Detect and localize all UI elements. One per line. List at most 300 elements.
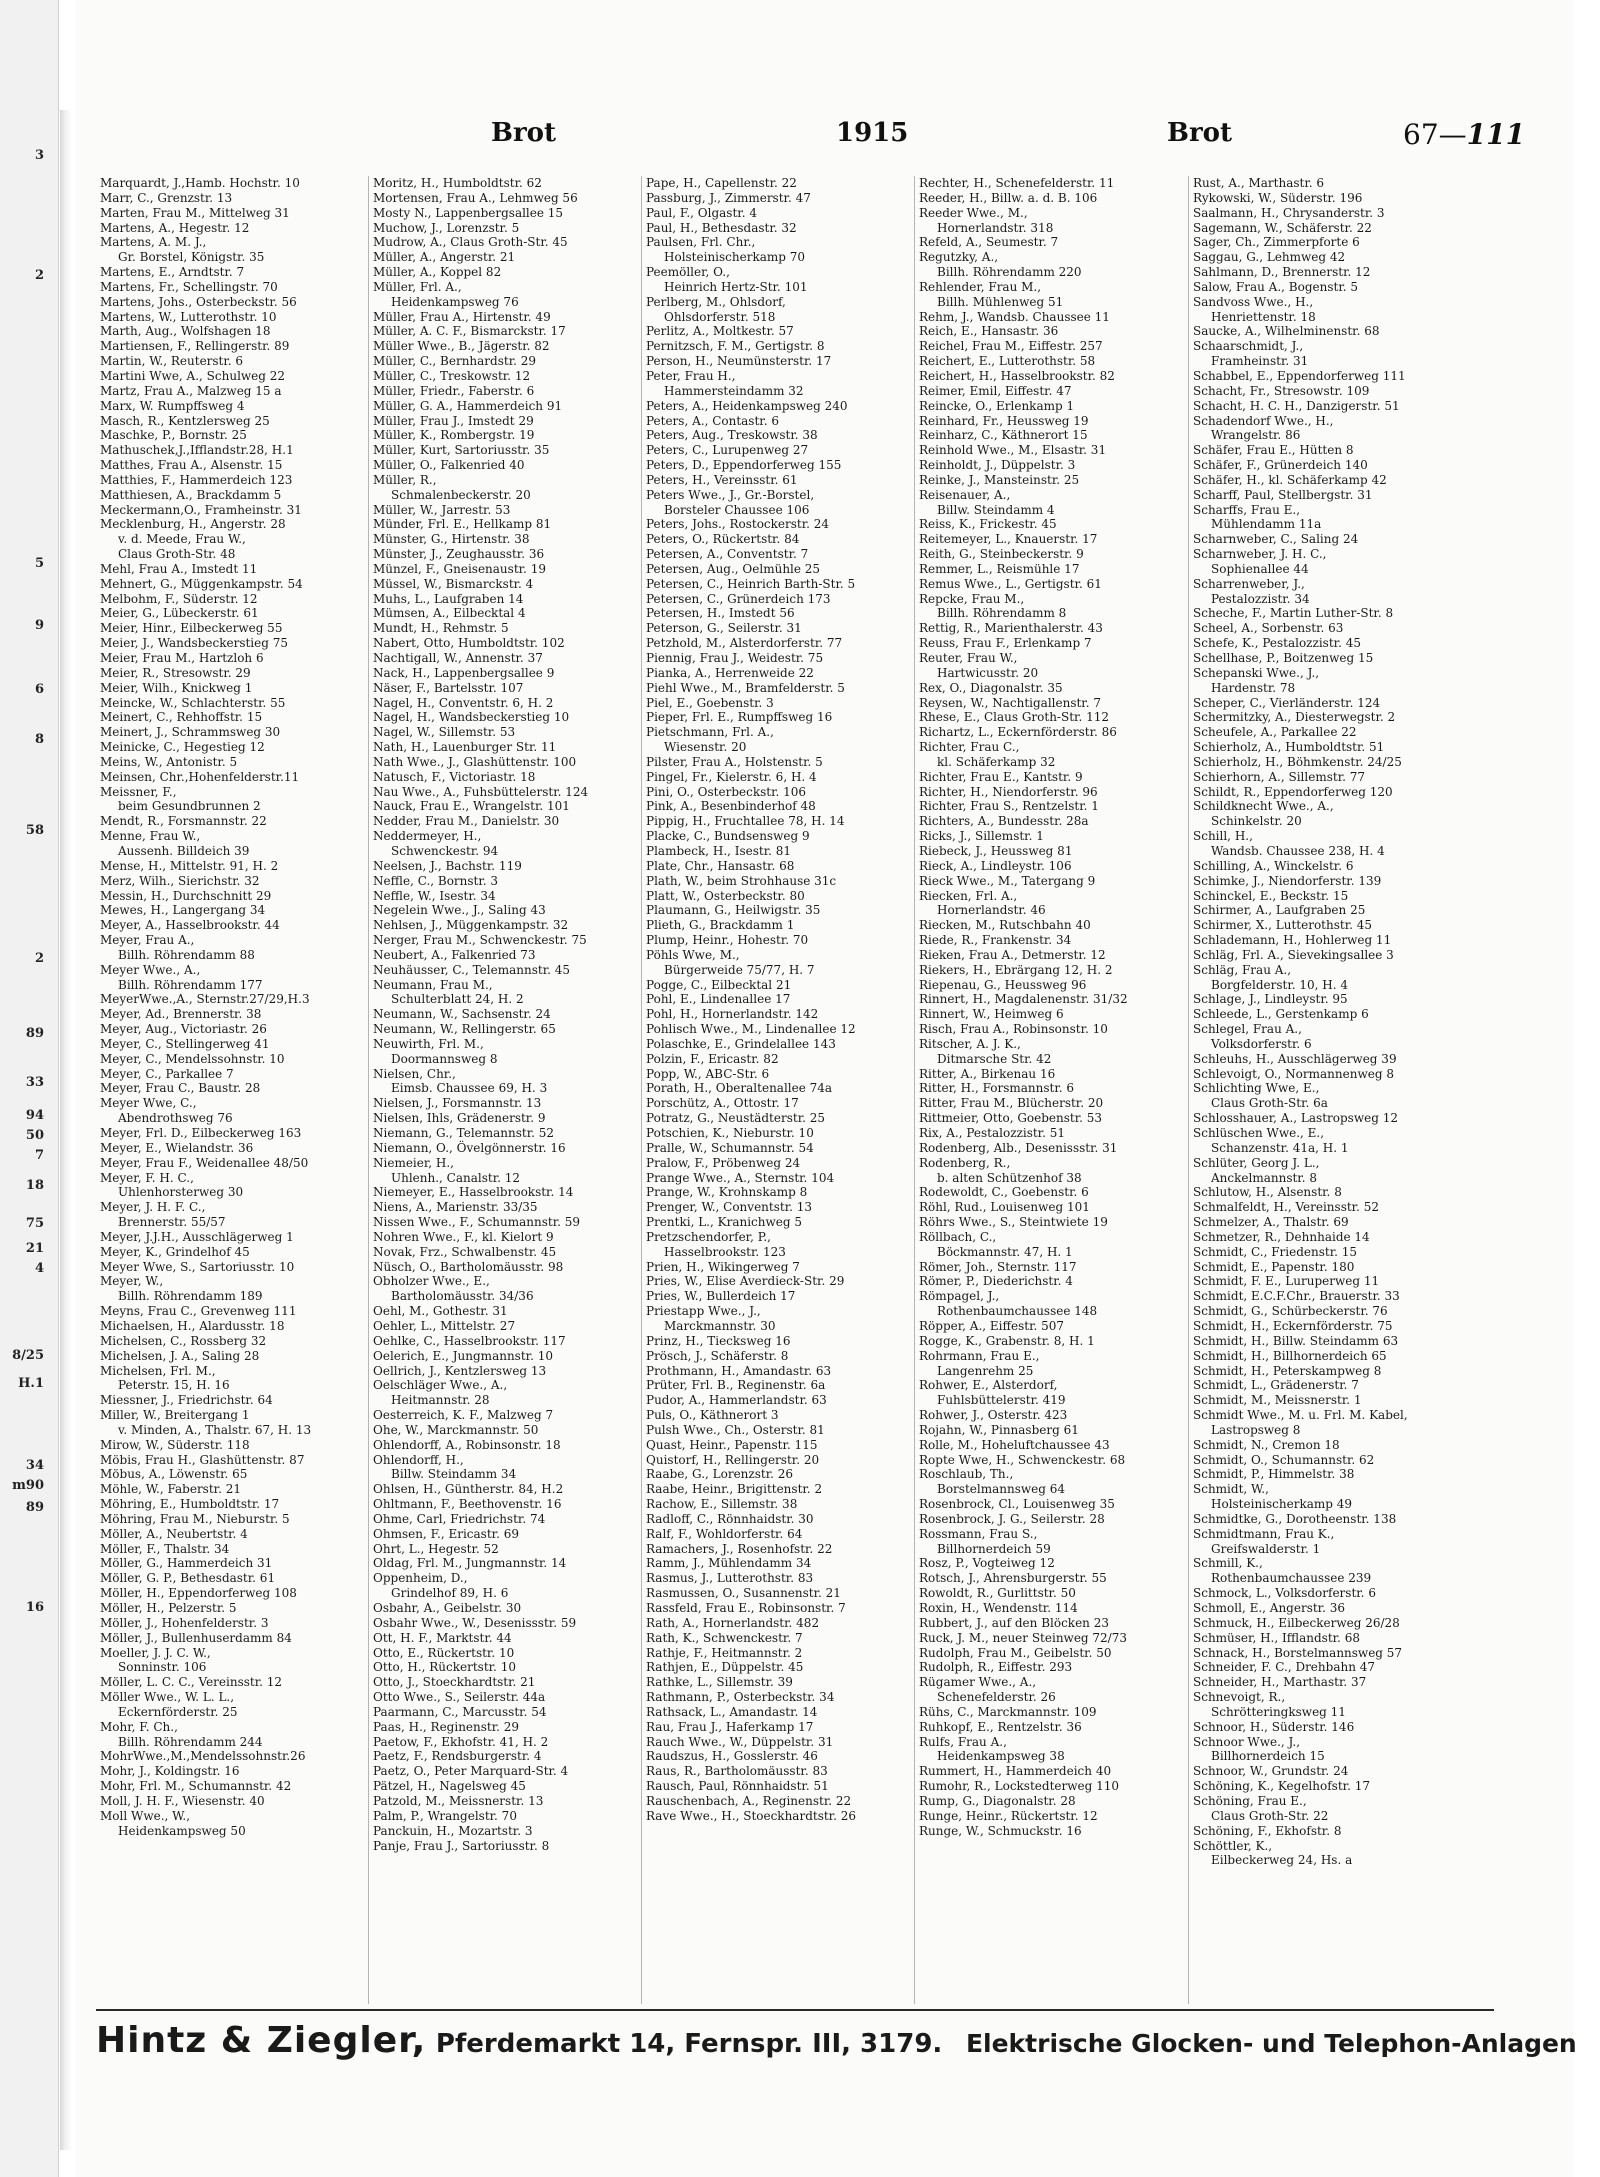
directory-entry: Rodenberg, R., xyxy=(919,1155,1011,1170)
directory-entry: Perlberg, M., Ohlsdorf, xyxy=(646,294,786,309)
directory-entry: Müller, Frau J., Imstedt 29 xyxy=(373,413,534,428)
directory-entry: Schnack, H., Borstelmannsweg 57 xyxy=(1193,1645,1403,1660)
directory-entry: Rausch, Paul, Rönnhaidstr. 51 xyxy=(646,1779,829,1794)
directory-entry: Moritz, H., Humboldtstr. 62 xyxy=(373,176,542,190)
directory-entry: Prothmann, H., Amandastr. 63 xyxy=(646,1363,832,1378)
directory-entry: Mohr, J., Koldingstr. 16 xyxy=(100,1764,240,1779)
edge-number: 2 xyxy=(34,951,44,966)
directory-entry: Peters, H., Vereinsstr. 61 xyxy=(646,472,798,487)
directory-entry: Michaelsen, H., Alardusstr. 18 xyxy=(100,1318,285,1333)
directory-entry: Potratz, G., Neustädterstr. 25 xyxy=(646,1111,826,1126)
directory-entry: Rosenbrock, J. G., Seilerstr. 28 xyxy=(919,1511,1105,1526)
directory-entry: Scharnweber, C., Saling 24 xyxy=(1193,532,1359,547)
directory-entry: Schmoll, E., Angerstr. 36 xyxy=(1193,1601,1345,1615)
directory-entry: Schadendorf Wwe., H., xyxy=(1193,413,1334,428)
directory-entry: Ohmsen, F., Ericastr. 69 xyxy=(373,1526,519,1541)
directory-entry: Martens, A., Hegestr. 12 xyxy=(100,220,250,235)
header-right-keyword: Brot xyxy=(1167,118,1233,148)
directory-entry: Rump, G., Diagonalstr. 28 xyxy=(919,1793,1076,1808)
directory-entry: Meckermann,O., Framheinstr. 31 xyxy=(100,502,302,517)
edge-number: 18 xyxy=(25,1178,44,1193)
directory-entry: Müller, R., xyxy=(373,472,437,487)
directory-entry: Billh. Röhrendamm 88 xyxy=(118,947,255,962)
directory-entry: Risch, Frau A., Robinsonstr. 10 xyxy=(919,1022,1108,1037)
directory-entry: Rubbert, J., auf den Blöcken 23 xyxy=(919,1615,1109,1630)
directory-entry: Panje, Frau J., Sartoriusstr. 8 xyxy=(373,1838,550,1853)
directory-entry: Rassfeld, Frau E., Robinsonstr. 7 xyxy=(646,1601,846,1615)
directory-entry: Meyer, C., Mendelssohnstr. 10 xyxy=(100,1051,285,1066)
directory-entry: Martin, W., Reuterstr. 6 xyxy=(100,354,244,369)
directory-entry: Schermitzky, A., Diesterwegstr. 2 xyxy=(1193,710,1396,725)
directory-entry: Marr, C., Grenzstr. 13 xyxy=(100,190,233,205)
directory-entry: Meyer, C., Parkallee 7 xyxy=(100,1066,234,1081)
directory-entry: Schlosshauer, A., Lastropsweg 12 xyxy=(1193,1111,1398,1126)
directory-entry: Natusch, F., Victoriastr. 18 xyxy=(373,769,536,784)
directory-entry: Prüter, Frl. B., Reginenstr. 6a xyxy=(646,1378,826,1393)
directory-entry: Wandsb. Chaussee 238, H. 4 xyxy=(1211,843,1385,858)
directory-entry: Möbis, Frau H., Glashüttenstr. 87 xyxy=(100,1452,305,1467)
directory-entry: Meier, Frau M., Hartzloh 6 xyxy=(100,651,264,665)
directory-entry: Sagemann, W., Schäferstr. 22 xyxy=(1193,220,1372,235)
directory-entry: Meinsen, Chr.,Hohenfelderstr.11 xyxy=(100,769,300,784)
directory-entry: Borstelmannsweg 64 xyxy=(937,1482,1065,1497)
directory-entry: Meyer Wwe., A., xyxy=(100,962,201,977)
directory-entry: Mendt, R., Forsmannstr. 22 xyxy=(100,814,267,829)
directory-entry: Rothenbaumchaussee 148 xyxy=(937,1304,1098,1319)
directory-entry: Pink, A., Besenbinderhof 48 xyxy=(646,799,816,814)
directory-entry: Reiss, K., Frickestr. 45 xyxy=(919,517,1057,532)
edge-number: 2 xyxy=(34,268,44,283)
directory-entry: Ritscher, A. J. K., xyxy=(919,1036,1021,1051)
edge-number: 94 xyxy=(25,1108,44,1123)
directory-entry: Rieken, Frau A., Detmerstr. 12 xyxy=(919,947,1106,962)
directory-entry: Potschien, K., Nieburstr. 10 xyxy=(646,1126,814,1140)
directory-entry: Schirmer, A., Laufgraben 25 xyxy=(1193,903,1366,918)
directory-entry: Ohlsen, H., Güntherstr. 84, H.2 xyxy=(373,1482,564,1497)
directory-entry: Rohwer, E., Alsterdorf, xyxy=(919,1378,1058,1393)
directory-entry: Rosenbrock, Cl., Louisenweg 35 xyxy=(919,1497,1115,1512)
directory-entry: Prange Wwe., A., Sternstr. 104 xyxy=(646,1170,835,1185)
directory-entry: Pries, W., Elise Averdieck-Str. 29 xyxy=(646,1274,845,1289)
directory-entry: Paarmann, C., Marcusstr. 54 xyxy=(373,1704,547,1719)
directory-entry: Schleuhs, H., Ausschlägerweg 39 xyxy=(1193,1051,1397,1066)
directory-entry: Roschlaub, Th., xyxy=(919,1467,1014,1482)
directory-entry: Müller, A. C. F., Bismarckstr. 17 xyxy=(373,324,566,339)
directory-entry: Paul, H., Bethesdastr. 32 xyxy=(646,220,797,235)
directory-entry: Prenger, W., Conventstr. 13 xyxy=(646,1200,813,1215)
directory-entry: Schlage, J., Lindleystr. 95 xyxy=(1193,992,1348,1007)
directory-entry: Oelschläger Wwe., A., xyxy=(373,1378,508,1393)
directory-entry: Richter, Frau S., Rentzelstr. 1 xyxy=(919,799,1099,814)
directory-entry: Meier, Hinr., Eilbeckerweg 55 xyxy=(100,621,283,636)
directory-entry: Münzel, F., Gneisenaustr. 19 xyxy=(373,561,546,576)
directory-entry: Osbahr Wwe., W., Desenissstr. 59 xyxy=(373,1615,577,1630)
directory-entry: Müller, K., Rombergstr. 19 xyxy=(373,428,535,443)
directory-entry: Neffle, C., Bornstr. 3 xyxy=(373,873,499,888)
directory-entry: Nüsch, O., Bartholomäusstr. 98 xyxy=(373,1259,564,1274)
directory-entry: Menne, Frau W., xyxy=(100,829,201,844)
directory-entry: Schmidt, H., Billhornerdeich 65 xyxy=(1193,1348,1387,1363)
directory-entry: Claus Groth-Str. 6a xyxy=(1211,1096,1328,1111)
directory-entry: Meincke, W., Schlachterstr. 55 xyxy=(100,695,286,710)
directory-entry: Saucke, A., Wilhelminenstr. 68 xyxy=(1193,324,1380,339)
directory-entry: Rohwer, J., Osterstr. 423 xyxy=(919,1408,1068,1423)
directory-entry: Mehl, Frau A., Imstedt 11 xyxy=(100,561,258,576)
directory-entry: Schneider, F. C., Drehbahn 47 xyxy=(1193,1660,1376,1675)
directory-entry: b. alten Schützenhof 38 xyxy=(937,1170,1082,1185)
directory-entry: Peters, O., Rückertstr. 84 xyxy=(646,532,800,547)
directory-entry: Reysen, W., Nachtigallenstr. 7 xyxy=(919,695,1101,710)
directory-entry: Martiensen, F., Rellingerstr. 89 xyxy=(100,339,290,354)
directory-entry: Möller Wwe., W. L. L., xyxy=(100,1690,235,1705)
directory-entry: Martz, Frau A., Malzweg 15 a xyxy=(100,383,282,398)
directory-entry: Runge, Heinr., Rückertstr. 12 xyxy=(919,1808,1098,1823)
directory-entry: Reichert, E., Lutterothstr. 58 xyxy=(919,354,1096,369)
directory-entry: Schmidt, N., Cremon 18 xyxy=(1193,1437,1340,1452)
directory-entry: Neubert, A., Falkenried 73 xyxy=(373,947,536,962)
directory-entry: Schmidt, H., Peterskampweg 8 xyxy=(1193,1363,1382,1378)
directory-entry: Heinrich Hertz-Str. 101 xyxy=(664,279,808,294)
directory-entry: Meyer Wwe, C., xyxy=(100,1096,197,1111)
directory-entry: Rau, Frau J., Haferkamp 17 xyxy=(646,1719,814,1734)
directory-entry: Marckmannstr. 30 xyxy=(664,1318,776,1333)
directory-entry: Meier, Wilh., Knickweg 1 xyxy=(100,680,253,695)
directory-entry: Niemann, G., Telemannstr. 52 xyxy=(373,1126,555,1140)
directory-entry: Marx, W. Rumpffsweg 4 xyxy=(100,398,245,413)
directory-entry: Schläg, Frl. A., Sievekingsallee 3 xyxy=(1193,947,1394,962)
directory-entry: Rudolph, Frau M., Geibelstr. 50 xyxy=(919,1645,1112,1660)
directory-entry: Pudor, A., Hammerlandstr. 63 xyxy=(646,1393,827,1408)
advertisement-firm: Hintz & Ziegler, xyxy=(96,2020,427,2061)
directory-entry: Schinckel, E., Beckstr. 15 xyxy=(1193,888,1349,903)
directory-entry: Pohlisch Wwe., M., Lindenallee 12 xyxy=(646,1022,856,1037)
directory-entry: Schmidt, C., Friedenstr. 15 xyxy=(1193,1244,1358,1259)
directory-entry: Müller, Friedr., Faberstr. 6 xyxy=(373,383,535,398)
directory-entry: Mohr, F. Ch., xyxy=(100,1719,178,1734)
directory-entry: Pietschmann, Frl. A., xyxy=(646,725,774,740)
directory-entry: Peters, A., Contastr. 6 xyxy=(646,413,779,428)
directory-entry: Schmidtke, G., Dorotheenstr. 138 xyxy=(1193,1511,1397,1526)
directory-entry: Paetz, O., Peter Marquard-Str. 4 xyxy=(373,1764,569,1779)
directory-entry: Nagel, W., Sillemstr. 53 xyxy=(373,725,516,740)
directory-entry: Popp, W., ABC-Str. 6 xyxy=(646,1066,770,1081)
directory-entry: Rehm, J., Wandsb. Chaussee 11 xyxy=(919,309,1110,324)
directory-entry: Schnoor, H., Süderstr. 146 xyxy=(1193,1719,1355,1734)
directory-entry: Rathje, F., Heitmannstr. 2 xyxy=(646,1645,803,1660)
directory-entry: Rehlender, Frau M., xyxy=(919,279,1042,294)
directory-entry: Priestapp Wwe., J., xyxy=(646,1304,761,1319)
directory-entry: Rauschenbach, A., Reginenstr. 22 xyxy=(646,1793,852,1808)
directory-entry: Piel, E., Goebenstr. 3 xyxy=(646,695,774,710)
directory-entry: Meinert, C., Rehhoffstr. 15 xyxy=(100,710,263,725)
directory-entry: Oppenheim, D., xyxy=(373,1571,468,1586)
directory-entry: Remmer, L., Reismühle 17 xyxy=(919,561,1080,576)
directory-entry: Hasselbrookstr. 123 xyxy=(664,1244,786,1259)
directory-entry: Schulterblatt 24, H. 2 xyxy=(391,992,524,1007)
directory-entry: Schierhorn, A., Sillemstr. 77 xyxy=(1193,769,1366,784)
directory-entry: Nabert, Otto, Humboldtstr. 102 xyxy=(373,636,565,651)
directory-entry: Fuhlsbüttelerstr. 419 xyxy=(937,1393,1066,1408)
directory-entry: Billhornerdeich 15 xyxy=(1211,1749,1325,1764)
directory-entry: Michelsen, Frl. M., xyxy=(100,1363,216,1378)
directory-entry: Ohlendorff, A., Robinsonstr. 18 xyxy=(373,1437,561,1452)
directory-entry: Mosty N., Lappenbergsallee 15 xyxy=(373,205,564,220)
directory-entry: Rasmus, J., Lutterothstr. 83 xyxy=(646,1571,814,1586)
directory-entry: Rauch Wwe., W., Düppelstr. 31 xyxy=(646,1734,834,1749)
edge-number: 50 xyxy=(25,1128,44,1143)
directory-entry: Martens, Fr., Schellingstr. 70 xyxy=(100,279,278,294)
directory-entry: Piennig, Frau J., Weidestr. 75 xyxy=(646,651,824,665)
directory-entry: Richartz, L., Eckernförderstr. 86 xyxy=(919,725,1117,740)
directory-entry: Moeller, J. J. C. W., xyxy=(100,1645,211,1660)
directory-entry: Rulfs, Frau A., xyxy=(919,1734,1007,1749)
directory-entry: Schmidt, G., Schürbeckerstr. 76 xyxy=(1193,1304,1388,1319)
directory-entry: Mortensen, Frau A., Lehmweg 56 xyxy=(373,190,578,205)
directory-entry: Pralow, F., Pröbenweg 24 xyxy=(646,1155,801,1170)
directory-entry: Doormannsweg 8 xyxy=(391,1051,498,1066)
directory-entry: Hornerlandstr. 46 xyxy=(937,903,1046,918)
directory-entry: Claus Groth-Str. 48 xyxy=(118,547,236,562)
directory-entry: Billw. Steindamm 34 xyxy=(391,1467,517,1482)
directory-entry: Pernitzsch, F. M., Gertigstr. 8 xyxy=(646,339,825,354)
directory-entry: Meyer, Frau C., Baustr. 28 xyxy=(100,1081,261,1096)
directory-entry: Plump, Heinr., Hohestr. 70 xyxy=(646,933,809,948)
directory-entry: Röhrs Wwe., S., Steintwiete 19 xyxy=(919,1215,1108,1230)
directory-entry: Schmalfeldt, H., Vereinsstr. 52 xyxy=(1193,1200,1379,1215)
directory-entry: Ohe, W., Marckmannstr. 50 xyxy=(373,1422,539,1437)
directory-entry: Marten, Frau M., Mittelweg 31 xyxy=(100,205,290,220)
directory-entry: Michelsen, J. A., Saling 28 xyxy=(100,1348,260,1363)
directory-entry: Ohlendorff, H., xyxy=(373,1452,464,1467)
directory-entry: Ritter, Frau M., Blücherstr. 20 xyxy=(919,1096,1104,1111)
directory-entry: Martens, E., Arndtstr. 7 xyxy=(100,265,245,280)
directory-entry: Meyns, Frau C., Grevenweg 111 xyxy=(100,1304,297,1319)
directory-entry: Riebeck, J., Heussweg 81 xyxy=(919,843,1073,858)
directory-entry: Rex, O., Diagonalstr. 35 xyxy=(919,680,1063,695)
directory-entry: Framheinstr. 31 xyxy=(1211,354,1309,369)
directory-entry: Billw. Steindamm 4 xyxy=(937,502,1055,517)
directory-entry: Neumann, W., Sachsenstr. 24 xyxy=(373,1007,551,1022)
footer-rule xyxy=(96,2009,1494,2011)
directory-entry: kl. Schäferkamp 32 xyxy=(937,754,1056,769)
directory-entry: Meyer, J.J.H., Ausschlägerweg 1 xyxy=(100,1229,294,1244)
directory-entry: Negelein Wwe., J., Saling 43 xyxy=(373,903,546,918)
directory-entry: Aussenh. Billdeich 39 xyxy=(118,843,250,858)
directory-entry: Schmidt, H., Eckernförderstr. 75 xyxy=(1193,1318,1393,1333)
directory-entry: Schmidt, E., Papenstr. 180 xyxy=(1193,1259,1355,1274)
directory-entry: Peters, C., Lurupenweg 27 xyxy=(646,443,809,458)
directory-entry: Quast, Heinr., Papenstr. 115 xyxy=(646,1437,818,1452)
directory-entry: Meyer, Ad., Brennerstr. 38 xyxy=(100,1007,262,1022)
directory-entry: Miessner, J., Friedrichstr. 64 xyxy=(100,1393,273,1408)
directory-entry: Möhle, W., Faberstr. 21 xyxy=(100,1482,241,1497)
header-year: 1915 xyxy=(836,118,909,148)
directory-entry: Panckuin, H., Mozartstr. 3 xyxy=(373,1823,533,1838)
directory-entry: Schwenckestr. 94 xyxy=(391,843,499,858)
directory-entry: Pohl, H., Hornerlandstr. 142 xyxy=(646,1007,819,1022)
directory-entry: Neuwirth, Frl. M., xyxy=(373,1036,484,1051)
directory-entry: Paulsen, Frl. Chr., xyxy=(646,235,756,250)
directory-entry: Rossmann, Frau S., xyxy=(919,1526,1038,1541)
directory-entry: Meier, J., Wandsbeckerstieg 75 xyxy=(100,636,289,651)
directory-entry: Schacht, Fr., Stresowstr. 109 xyxy=(1193,383,1370,398)
directory-entry: Ruck, J. M., neuer Steinweg 72/73 xyxy=(919,1630,1127,1645)
directory-entry: Otto, E., Rückertstr. 10 xyxy=(373,1645,515,1660)
directory-entry: Scheche, F., Martin Luther-Str. 8 xyxy=(1193,606,1394,621)
directory-entry: Riede, R., Frankenstr. 34 xyxy=(919,933,1072,948)
directory-entry: Peters, D., Eppendorferweg 155 xyxy=(646,458,842,473)
directory-entry: Schnoor Wwe., J., xyxy=(1193,1734,1301,1749)
directory-entry: Müller, Frau A., Hirtenstr. 49 xyxy=(373,309,551,324)
directory-entry: Hartwicusstr. 20 xyxy=(937,665,1039,680)
directory-entry: Meyer, Aug., Victoriastr. 26 xyxy=(100,1022,267,1037)
directory-entry: Meyer, J. H. F. C., xyxy=(100,1200,206,1215)
directory-entry: Böckmannstr. 47, H. 1 xyxy=(937,1244,1073,1259)
directory-entry: Nielsen, Chr., xyxy=(373,1066,456,1081)
directory-entry: Raudszus, H., Gosslerstr. 46 xyxy=(646,1749,818,1764)
directory-entry: Holsteinischerkamp 49 xyxy=(1211,1497,1353,1512)
directory-entry: Quistorf, H., Rellingerstr. 20 xyxy=(646,1452,820,1467)
edge-number: 34 xyxy=(25,1458,44,1473)
directory-entry: Heitmannstr. 28 xyxy=(391,1393,490,1408)
edge-number: 9 xyxy=(34,618,44,633)
directory-entry: Reinhold Wwe., M., Elsastr. 31 xyxy=(919,443,1107,458)
directory-entry: Rowoldt, R., Gurlittstr. 50 xyxy=(919,1586,1076,1601)
edge-number: 8 xyxy=(34,732,44,747)
directory-entry: Holsteinischerkamp 70 xyxy=(664,250,806,265)
directory-entry: Römer, P., Diederichstr. 4 xyxy=(919,1274,1073,1289)
directory-entry: Möller, G., Hammerdeich 31 xyxy=(100,1556,273,1571)
directory-entry: Schmalenbeckerstr. 20 xyxy=(391,487,531,502)
directory-entry: Oehler, L., Mittelstr. 27 xyxy=(373,1318,516,1333)
directory-entry: Möhring, Frau M., Nieburstr. 5 xyxy=(100,1511,290,1526)
directory-entry: Richters, A., Bundesstr. 28a xyxy=(919,814,1089,829)
directory-entry: Schellhase, P., Boitzenweg 15 xyxy=(1193,651,1374,665)
directory-entry: Nielsen, Ihls, Grädenerstr. 9 xyxy=(373,1111,546,1126)
edge-number: 89 xyxy=(25,1026,44,1041)
directory-entry: Rudolph, R., Eiffestr. 293 xyxy=(919,1660,1073,1675)
directory-entry: Reith, G., Steinbeckerstr. 9 xyxy=(919,547,1084,562)
directory-entry: Reeder, H., Billw. a. d. B. 106 xyxy=(919,190,1098,205)
directory-entry: Pape, H., Capellenstr. 22 xyxy=(646,176,797,190)
directory-column-2 xyxy=(368,176,640,2004)
directory-entry: Marquardt, J.,Hamb. Hochstr. 10 xyxy=(100,176,300,190)
directory-entry: Peter, Frau H., xyxy=(646,368,736,383)
directory-entry: Niemann, O., Övelgönnerstr. 16 xyxy=(373,1140,566,1155)
directory-entry: Schinkelstr. 20 xyxy=(1211,814,1302,829)
directory-entry: Petersen, C., Heinrich Barth-Str. 5 xyxy=(646,576,856,591)
directory-entry: Martens, A. M. J., xyxy=(100,235,207,250)
directory-entry: Schimke, J., Niendorferstr. 139 xyxy=(1193,873,1382,888)
directory-entry: Meyer, Frl. D., Eilbeckerweg 163 xyxy=(100,1126,302,1140)
directory-entry: Schierholz, A., Humboldtstr. 51 xyxy=(1193,740,1385,755)
directory-entry: Schleede, L., Gerstenkamp 6 xyxy=(1193,1007,1369,1022)
directory-entry: Gr. Borstel, Königstr. 35 xyxy=(118,250,265,265)
directory-entry: Martens, Johs., Osterbeckstr. 56 xyxy=(100,294,297,309)
directory-entry: Schenefelderstr. 26 xyxy=(937,1690,1056,1705)
directory-entry: Schaarschmidt, J., xyxy=(1193,339,1304,354)
directory-entry: Schnevoigt, R., xyxy=(1193,1690,1286,1705)
directory-entry: Raabe, Heinr., Brigittenstr. 2 xyxy=(646,1482,823,1497)
directory-entry: Billh. Röhrendamm 244 xyxy=(118,1734,263,1749)
directory-entry: Ralf, F., Wohldorferstr. 64 xyxy=(646,1526,803,1541)
directory-entry: Nerger, Frau M., Schwenckestr. 75 xyxy=(373,933,587,948)
directory-entry: Meier, G., Lübeckerstr. 61 xyxy=(100,606,259,621)
directory-entry: Salow, Frau A., Bogenstr. 5 xyxy=(1193,279,1358,294)
directory-entry: Neddermeyer, H., xyxy=(373,829,482,844)
directory-entry: Bürgerweide 75/77, H. 7 xyxy=(664,962,815,977)
directory-entry: Peterstr. 15, H. 16 xyxy=(118,1378,230,1393)
directory-entry: Mecklenburg, H., Angerstr. 28 xyxy=(100,517,286,532)
directory-entry: Mense, H., Mittelstr. 91, H. 2 xyxy=(100,858,279,873)
edge-number: 8/25 xyxy=(12,1348,44,1363)
directory-entry: Meier, R., Stresowstr. 29 xyxy=(100,665,251,680)
directory-entry: Meyer, F. H. C., xyxy=(100,1170,194,1185)
directory-entry: Martens, W., Lutterothstr. 10 xyxy=(100,309,277,324)
directory-entry: Porschütz, A., Ottostr. 17 xyxy=(646,1096,799,1111)
directory-entry: Schmüser, H., Ifflandstr. 68 xyxy=(1193,1630,1360,1645)
directory-entry: Scheufele, A., Parkallee 22 xyxy=(1193,725,1357,740)
directory-entry: Nath Wwe., J., Glashüttenstr. 100 xyxy=(373,754,577,769)
directory-entry: Pestalozzistr. 34 xyxy=(1211,591,1310,606)
directory-entry: Lastropsweg 8 xyxy=(1211,1422,1301,1437)
directory-column-3 xyxy=(641,176,913,2004)
directory-entry: Röpper, A., Eiffestr. 507 xyxy=(919,1318,1065,1333)
directory-entry: Meyer, Frau F., Weidenallee 48/50 xyxy=(100,1155,309,1170)
directory-entry: Saggau, G., Lehmweg 42 xyxy=(1193,250,1346,265)
directory-entry: Meinert, J., Schrammsweg 30 xyxy=(100,725,281,740)
directory-entry: Rothenbaumchaussee 239 xyxy=(1211,1571,1372,1586)
directory-entry: Ditmarsche Str. 42 xyxy=(937,1051,1052,1066)
page-number-prefix: 67— xyxy=(1403,118,1467,151)
directory-entry: Sandvoss Wwe., H., xyxy=(1193,294,1314,309)
directory-entry: Hammersteindamm 32 xyxy=(664,383,804,398)
directory-entry: Langenrehm 25 xyxy=(937,1363,1034,1378)
directory-entry: Müller, Frl. A., xyxy=(373,279,462,294)
directory-entry: Ohme, Carl, Friedrichstr. 74 xyxy=(373,1511,546,1526)
directory-entry: Neelsen, J., Bachstr. 119 xyxy=(373,858,522,873)
directory-entry: Merz, Wilh., Sierichstr. 32 xyxy=(100,873,260,888)
directory-entry: Rodewoldt, C., Goebenstr. 6 xyxy=(919,1185,1089,1200)
directory-entry: Schmidt Wwe., M. u. Frl. M. Kabel, xyxy=(1193,1408,1408,1423)
directory-entry: Schöning, Frau E., xyxy=(1193,1793,1307,1808)
directory-entry: Röllbach, C., xyxy=(919,1229,997,1244)
directory-entry: Billhornerdeich 59 xyxy=(937,1541,1051,1556)
directory-entry: Rogge, K., Grabenstr. 8, H. 1 xyxy=(919,1333,1095,1348)
directory-entry: Schmidt, W., xyxy=(1193,1482,1269,1497)
directory-entry: Oldag, Frl. M., Jungmannstr. 14 xyxy=(373,1556,567,1571)
directory-entry: Peters, Johs., Rostockerstr. 24 xyxy=(646,517,830,532)
directory-entry: Matthes, Frau A., Alsenstr. 15 xyxy=(100,458,283,473)
directory-entry: Schmelzer, A., Thalstr. 69 xyxy=(1193,1215,1349,1230)
directory-entry: Ramachers, J., Rosenhofstr. 22 xyxy=(646,1541,833,1556)
directory-entry: Rath, K., Schwenckestr. 7 xyxy=(646,1630,803,1645)
directory-entry: Peterson, G., Seilerstr. 31 xyxy=(646,621,802,636)
directory-entry: Münder, Frl. E., Hellkamp 81 xyxy=(373,517,552,532)
directory-entry: Otto Wwe., S., Seilerstr. 44a xyxy=(373,1690,546,1705)
directory-entry: Möller, G. P., Bethesdastr. 61 xyxy=(100,1571,276,1586)
directory-entry: Ropte Wwe, H., Schwenckestr. 68 xyxy=(919,1452,1126,1467)
directory-entry: Nissen Wwe., F., Schumannstr. 59 xyxy=(373,1215,581,1230)
directory-entry: Schacht, H. C. H., Danzigerstr. 51 xyxy=(1193,398,1400,413)
directory-entry: Richter, H., Niendorferstr. 96 xyxy=(919,784,1098,799)
directory-entry: Pingel, Fr., Kielerstr. 6, H. 4 xyxy=(646,769,817,784)
directory-entry: Schmuck, H., Eilbeckerweg 26/28 xyxy=(1193,1615,1400,1630)
directory-entry: Rieck Wwe., M., Tatergang 9 xyxy=(919,873,1096,888)
directory-columns xyxy=(96,176,1494,2004)
directory-entry: Perlitz, A., Moltkestr. 57 xyxy=(646,324,794,339)
directory-entry: Meyer Wwe, S., Sartoriusstr. 10 xyxy=(100,1259,295,1274)
